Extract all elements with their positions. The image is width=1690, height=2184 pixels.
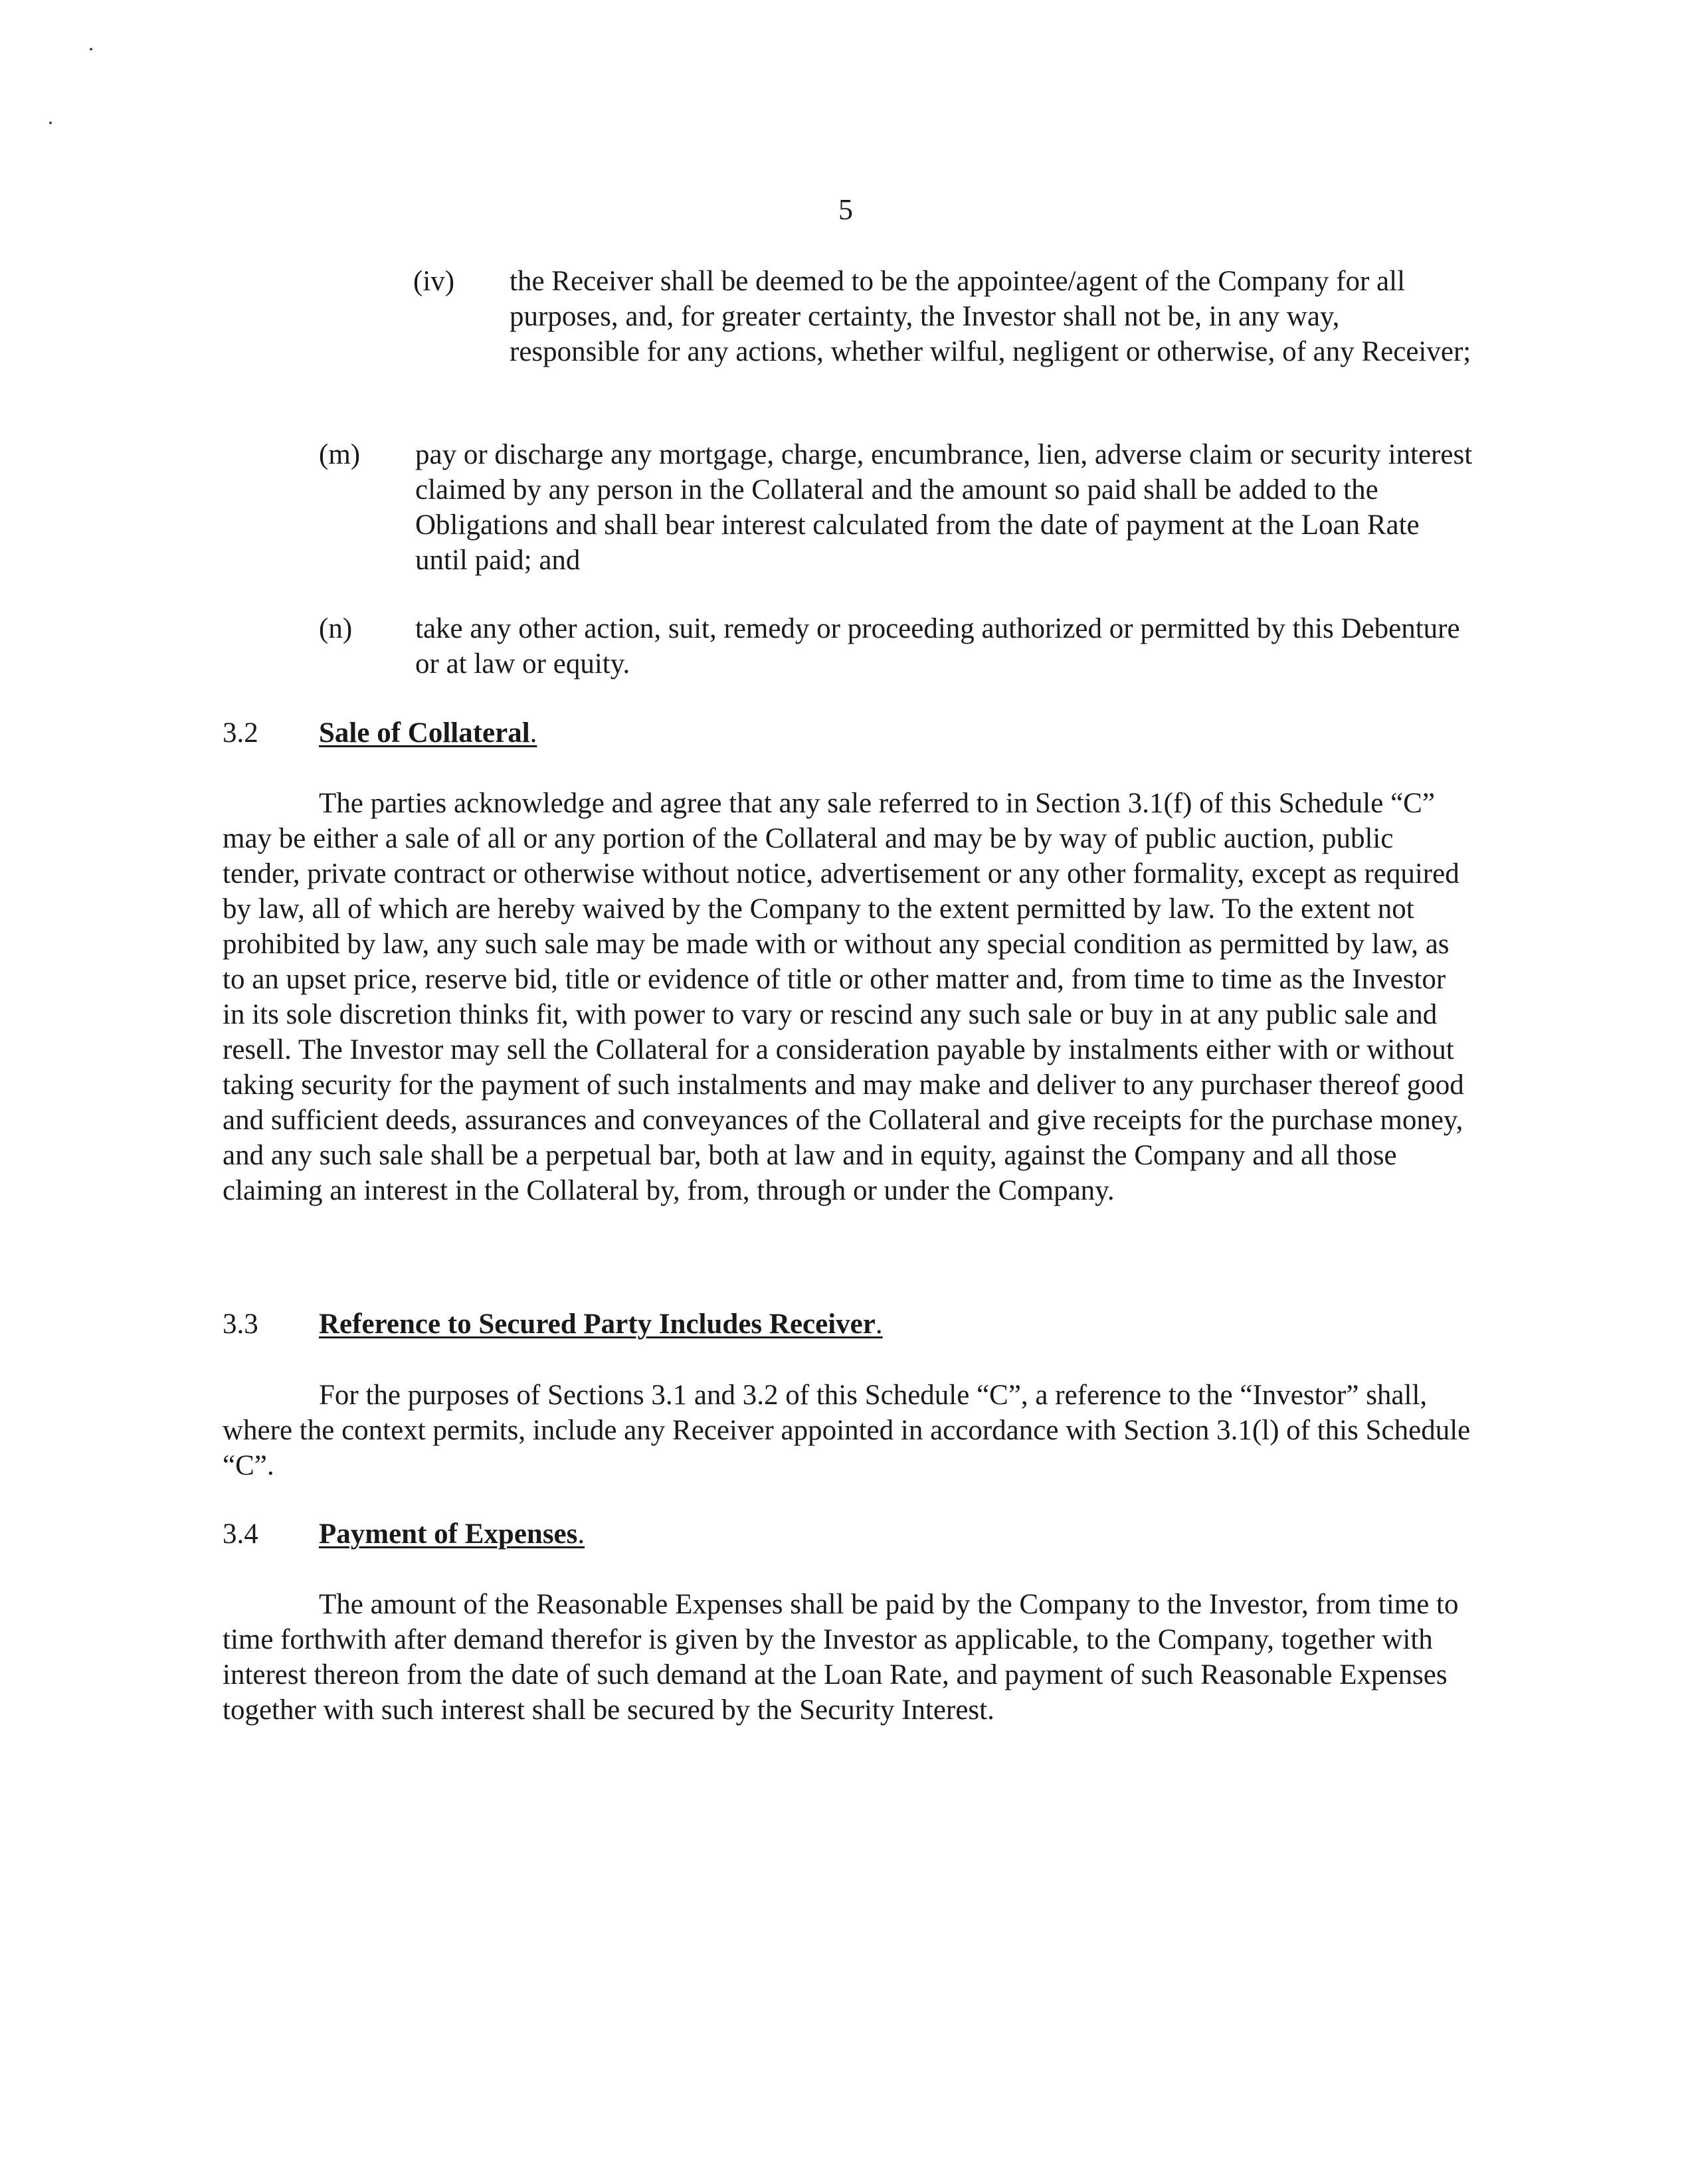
section-number: 3.4: [223, 1518, 258, 1550]
section-title: [319, 1307, 883, 1342]
section-body-3-4: The amount of the Reasonable Expenses shall be paid by the Company to the Investor, from time to time forthwith after demand therefor is given by the Investor as applicable, to the Company, together with interest thereon from the date of such demand at the Loan Rate, and payment of such Reasonable Expenses together with such interest shall be secured by the Security Interest.: [223, 1589, 1459, 1726]
section-title-text: Sale of Collateral: [319, 717, 530, 749]
section-title-period: .: [529, 717, 537, 749]
section-number: 3.3: [223, 1309, 258, 1340]
list-item-text: take any other action, suit, remedy or proceeding authorized or permitted by this Debenture or at law or equity.: [415, 613, 1460, 680]
list-item-text: the Receiver shall be deemed to be the appointee/agent of the Company for all purposes, and, for greater certainty, the Investor shall not be, in any way, responsible for any actions, whether wilful, negligent or otherwise, of any Receiver;: [510, 266, 1471, 367]
section-title-text: Reference to Secured Party Includes Receiver: [319, 1309, 876, 1340]
scan-speck: [49, 122, 52, 124]
section-body-3-2: The parties acknowledge and agree that any sale referred to in Section 3.1(f) of this Schedule “C” may be either a sale of all or any portion of the Collateral and may be by way of public auction, public tender, private contract or otherwise without notice, advertisement or any other formality, except as required by law, all of which are hereby waived by the Company to the extent permitted by law. To the extent not prohibited by law, any such sale may be made with or without any special condition as permitted by law, as to an upset price, reserve bid, title or evidence of title or other matter and, from time to time as the Investor in its sole discretion thinks fit, with power to vary or rescind any such sale or buy in at any public sale and resell. The Investor may sell the Collateral for a consideration payable by instalments either with or without taking security for the payment of such instalments and may make and deliver to any purchaser thereof good and sufficient deeds, assurances and conveyances of the Collateral and give receipts for the purchase money, and any such sale shall be a perpetual bar, both at law and in equity, against the Company and all those claiming an interest in the Collateral by, from, through or under the Company.: [223, 788, 1464, 1206]
list-item-label: (iv): [413, 266, 455, 297]
section-title-period: .: [875, 1309, 883, 1340]
page-number: 5: [838, 193, 853, 226]
section-title-text: Payment of Expenses: [319, 1518, 578, 1550]
section-number: 3.2: [223, 717, 258, 749]
section-title: [319, 715, 537, 751]
list-item-label: (n): [319, 613, 353, 644]
section-title-period: .: [577, 1518, 585, 1550]
section-body-3-3: For the purposes of Sections 3.1 and 3.2 of this Schedule “C”, a reference to the “Investor” shall, where the context permits, include any Receiver appointed in accordance with Section 3.1(l) of this Schedule “C”.: [223, 1380, 1471, 1481]
scan-speck: [90, 48, 92, 50]
list-item-text: pay or discharge any mortgage, charge, encumbrance, lien, adverse claim or security interest claimed by any person in the Collateral and the amount so paid shall be added to the Obligations and shall bear interest calculated from the date of payment at the Loan Rate until paid; and: [415, 439, 1473, 576]
list-item-label: (m): [319, 439, 361, 470]
section-title: [319, 1516, 585, 1552]
